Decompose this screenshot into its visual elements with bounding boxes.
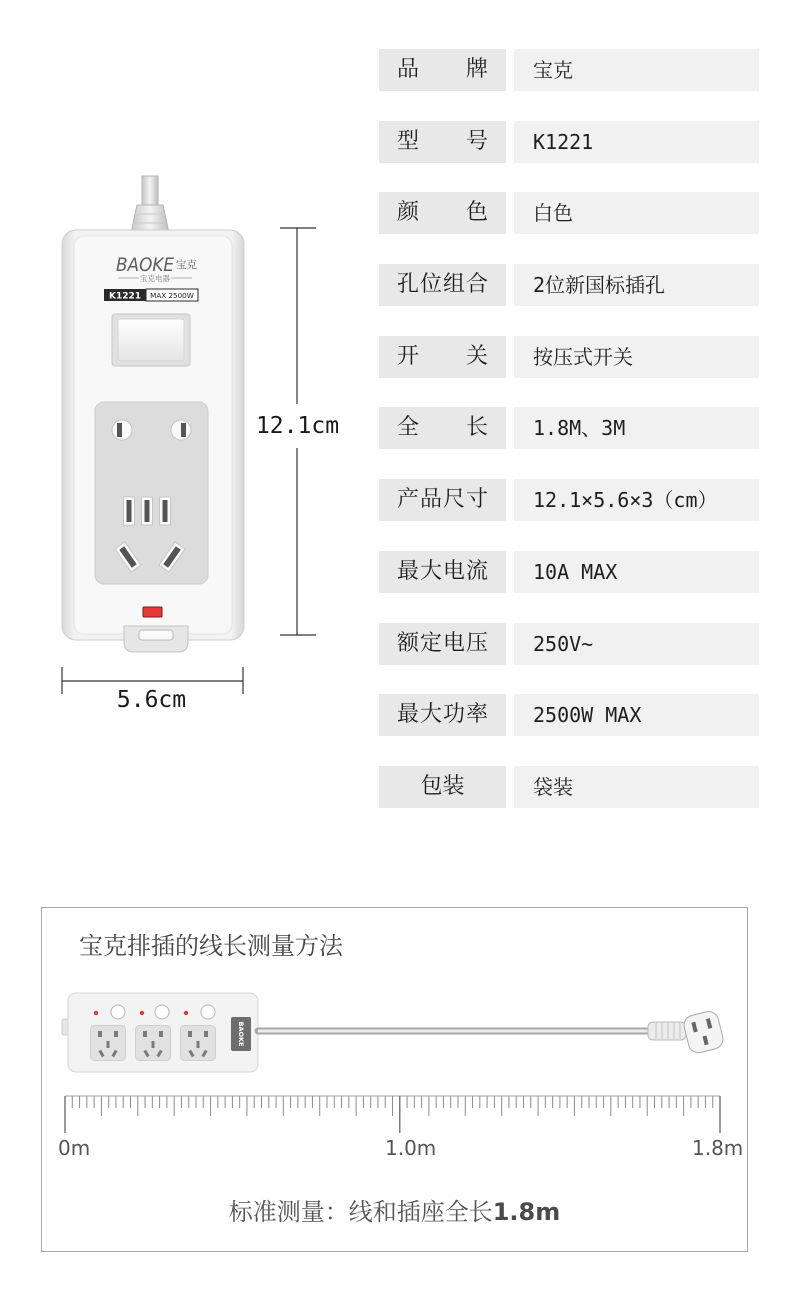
plug-head: [682, 1009, 725, 1054]
ruler-label-middle: 1.0m: [385, 1136, 437, 1160]
power-switch: [112, 314, 190, 366]
brand-logo-text: BAOKE: [116, 254, 174, 276]
spec-row-outlet-config: [379, 264, 759, 306]
ruler-ticks: [65, 1096, 720, 1133]
spec-label: 颜 色: [379, 192, 506, 234]
mini-outlet: [181, 1026, 216, 1061]
spec-label: 产品尺寸: [379, 479, 506, 521]
spec-table: [379, 49, 759, 808]
spec-row-rated-voltage: [379, 623, 759, 665]
ruler-label-end: 1.8m: [692, 1136, 744, 1160]
spec-label: 型 号: [379, 121, 506, 163]
model-tag-text: K1221: [108, 291, 142, 302]
three-slot-outlet: [124, 497, 171, 525]
mini-outlet: [91, 1026, 126, 1061]
socket-panel: [95, 402, 208, 584]
spec-label: 品 牌: [379, 49, 506, 91]
slot: [163, 500, 168, 522]
spec-label: 额定电压: [379, 623, 506, 665]
cord-segment: [142, 176, 158, 208]
spec-label: 开 关: [379, 336, 506, 378]
measurement-title: 宝克排插的线长测量方法: [79, 932, 343, 960]
spec-value: 12.1×5.6×3（cm）: [514, 479, 759, 521]
spec-row-dimensions: [379, 479, 759, 521]
spec-row-max-power: [379, 694, 759, 736]
indicator-light: [143, 607, 162, 617]
spec-row-brand: [379, 49, 759, 91]
measurement-caption-text: 标准测量：线和插座全长: [228, 1198, 493, 1226]
spec-row-switch: [379, 336, 759, 378]
spec-value: 袋装: [514, 766, 759, 808]
indicator-dot: [94, 1011, 98, 1015]
switch-button: [111, 1005, 125, 1019]
brand-logo-cn-text: 宝克: [176, 259, 197, 271]
hanging-tab: [124, 626, 188, 652]
slot: [145, 500, 150, 522]
measurement-caption: [42, 1197, 747, 1227]
cord-measurement-panel: [41, 907, 748, 1252]
power-strip-illustration: [0, 0, 360, 720]
switch-button: [155, 1005, 169, 1019]
spec-value: 1.8M、3M: [514, 407, 759, 449]
pin-slot: [117, 423, 122, 437]
power-cord: [131, 176, 169, 233]
pin-slot: [181, 423, 186, 437]
slot: [127, 500, 132, 522]
spec-value: 2500W MAX: [514, 694, 759, 736]
width-dimension-label: 5.6cm: [116, 687, 187, 713]
spec-row-packaging: [379, 766, 759, 808]
spec-value: 250V~: [514, 623, 759, 665]
spec-value: 白色: [514, 192, 759, 234]
spec-label: 最大电流: [379, 551, 506, 593]
switch-button: [201, 1005, 215, 1019]
spec-row-color: [379, 192, 759, 234]
power-tag-text: MAX 2500W: [150, 291, 194, 300]
spec-label: 全 长: [379, 407, 506, 449]
spec-row-max-current: [379, 551, 759, 593]
measurement-caption-value: 1.8m: [492, 1198, 561, 1226]
tab-hole: [139, 630, 173, 640]
height-dimension-label: 12.1cm: [255, 413, 340, 439]
spec-label: 最大功率: [379, 694, 506, 736]
switch-button: [118, 319, 184, 361]
spec-value: 2位新国标插孔: [514, 264, 759, 306]
spec-value: 按压式开关: [514, 336, 759, 378]
ruler-label-start: 0m: [58, 1136, 91, 1160]
brand-sub-text: 宝克电器: [140, 274, 170, 283]
spec-value: K1221: [514, 121, 759, 163]
plug: [648, 1009, 725, 1054]
rating-tag: [104, 289, 198, 302]
spec-value: 10A MAX: [514, 551, 759, 593]
spec-row-model: [379, 121, 759, 163]
strip-brand-text: BAOKE: [237, 1021, 245, 1047]
indicator-dot: [184, 1011, 188, 1015]
spec-row-cord-length: [379, 407, 759, 449]
strain-relief: [131, 205, 169, 233]
spec-value: 宝克: [514, 49, 759, 91]
indicator-dot: [140, 1011, 144, 1015]
spec-label: 包装: [379, 766, 506, 808]
mini-outlet: [136, 1026, 171, 1061]
spec-label: 孔位组合: [379, 264, 506, 306]
three-outlet-power-strip: [62, 993, 258, 1072]
measuring-ruler: [65, 1096, 720, 1133]
